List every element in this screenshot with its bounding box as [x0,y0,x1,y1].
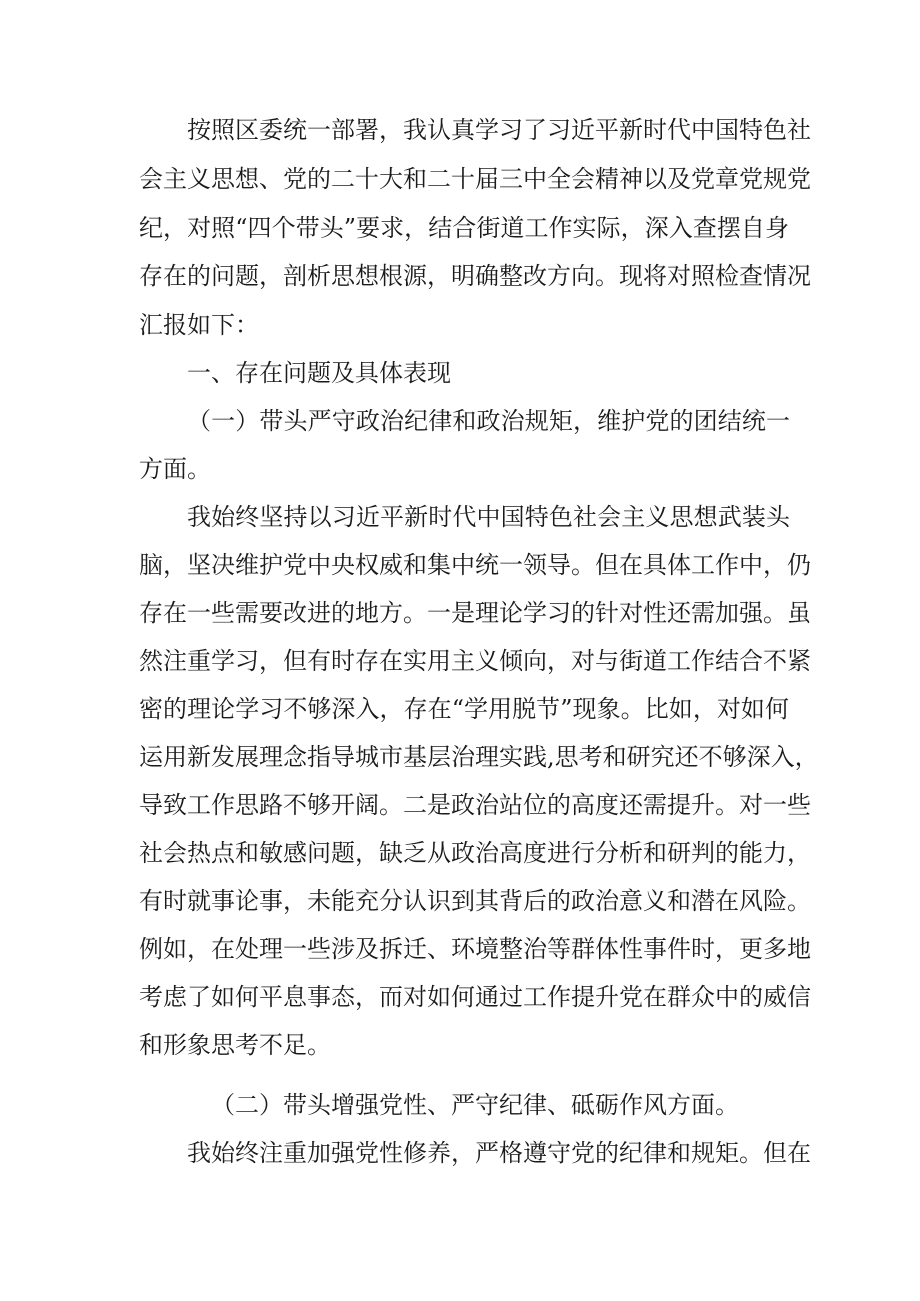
subsection1-body-line-7: 导致工作思路不够开阔。二是政治站位的高度还需提升。对一些 [139,791,811,819]
intro-line-4: 存在的问题，剖析思想根源，明确整改方向。现将对照检查情况 [139,262,811,290]
subsection1-body-line-12: 和形象思考不足。 [139,1031,331,1059]
subsection1-body-line-10: 例如，在处理一些涉及拆迁、环境整治等群体性事件时，更多地 [139,935,811,963]
subsection1-body-line-3: 存在一些需要改进的地方。一是理论学习的针对性还需加强。虽 [139,599,811,627]
subsection1-body-line-8: 社会热点和敏感问题，缺乏从政治高度进行分析和研判的能力， [139,839,811,867]
subsection1-body-line-4: 然注重学习，但有时存在实用主义倾向，对与街道工作结合不紧 [139,647,811,675]
subsection1-body-line-9: 有时就事论事，未能充分认识到其背后的政治意义和潜在风险。 [139,887,811,915]
intro-line-3: 纪，对照“四个带头”要求，结合街道工作实际，深入查摆自身 [139,214,789,242]
intro-line-1: 按照区委统一部署，我认真学习了习近平新时代中国特色社 [187,116,811,144]
subsection2-body-line-1: 我始终注重加强党性修养，严格遵守党的纪律和规矩。但在 [187,1139,811,1167]
subsection1-body-line-6: 运用新发展理念指导城市基层治理实践,思考和研究还不够深入， [139,743,819,771]
intro-line-5: 汇报如下： [139,311,259,339]
subsection2-heading: （二）带头增强党性、严守纪律、砥砺作风方面。 [211,1091,739,1119]
subsection1-heading-line-2: 方面。 [139,455,211,483]
intro-line-2: 会主义思想、党的二十大和二十届三中全会精神以及党章党规党 [139,165,811,193]
subsection1-body-line-2: 脑，坚决维护党中央权威和集中统一领导。但在具体工作中，仍 [139,551,811,579]
subsection1-body-line-5: 密的理论学习不够深入，存在“学用脱节”现象。比如，对如何 [139,695,789,723]
subsection1-body-line-11: 考虑了如何平息事态，而对如何通过工作提升党在群众中的威信 [139,983,811,1011]
subsection1-body-line-1: 我始终坚持以习近平新时代中国特色社会主义思想武装头 [187,503,790,531]
subsection1-heading-line-1: （一）带头严守政治纪律和政治规矩，维护党的团结统一 [187,407,790,435]
section-heading: 一、存在问题及具体表现 [187,359,451,387]
